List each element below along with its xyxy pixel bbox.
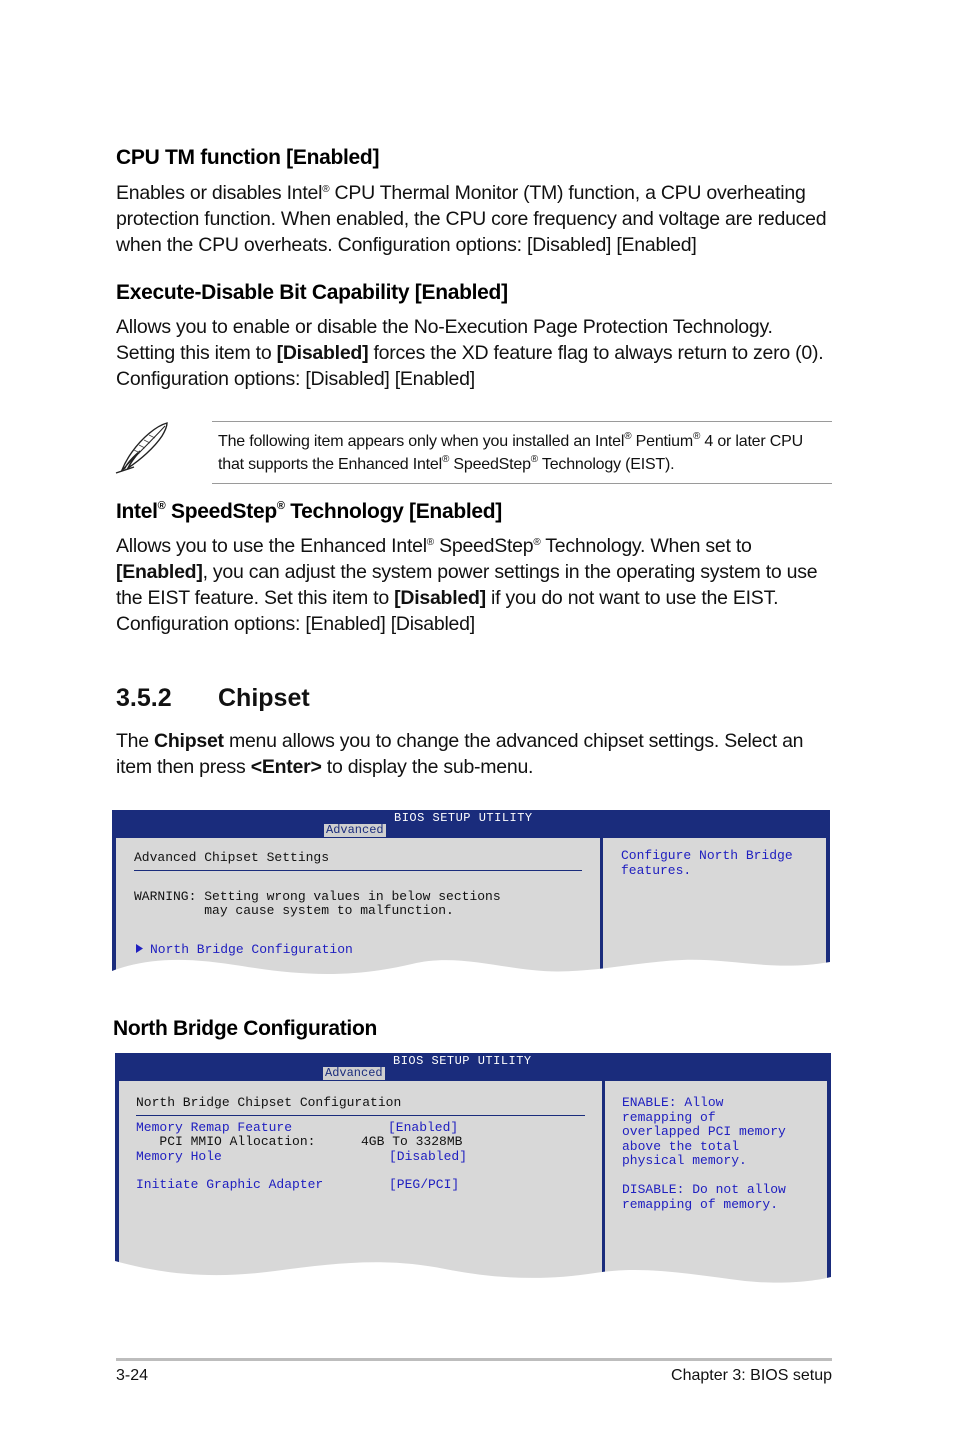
- note-top-rule: [212, 421, 832, 422]
- torn-edge: [112, 956, 830, 990]
- page-number: 3-24: [116, 1367, 149, 1384]
- tab-advanced[interactable]: Advanced: [326, 823, 384, 837]
- bios-help-line-2: features.: [621, 863, 692, 878]
- footer-rule: [116, 1358, 832, 1361]
- tab-advanced[interactable]: Advanced: [325, 1066, 383, 1080]
- menu-item-north-bridge[interactable]: North Bridge Configuration: [150, 942, 353, 957]
- chipset-description: The Chipset menu allows you to change the advanced chipset settings. Select an item then press <Enter> to display the sub-menu.: [116, 730, 804, 778]
- bios-help-line: ENABLE: Allow: [622, 1095, 724, 1110]
- arrow-right-icon: [135, 943, 144, 954]
- bios-help-line: remapping of memory.: [622, 1196, 779, 1212]
- eist-description: Allows you to use the Enhanced Intel® SpeedStep® Technology. When set to [Enabled], you can adjust the system power settings in the operating system to use the EIST feature. Set this item to [Disabled] if you do not want to use the EIST. Configuration options: [Enabled] [Disabled]: [116, 535, 818, 635]
- bios-help-line: overlapped PCI memory: [622, 1124, 786, 1139]
- setting-graphic-adapter-value[interactable]: [PEG/PCI]: [389, 1177, 460, 1192]
- bios-help-panel: [622, 1096, 786, 1212]
- setting-memory-hole-value[interactable]: [Disabled]: [389, 1149, 468, 1164]
- bios-north-bridge-screen: [115, 1053, 831, 1293]
- xd-bit-description: Allows you to enable or disable the No-Execution Page Protection Technology. Setting this item to [Disabled] forces the XD feature flag to always return to zero (0). Configuration options: [Disabled] [Enabled]: [116, 316, 824, 390]
- setting-memory-hole-label[interactable]: Memory Hole: [136, 1149, 222, 1164]
- xd-bit-heading: Execute-Disable Bit Capability [Enabled]: [116, 281, 508, 304]
- bios-help-line: physical memory.: [622, 1153, 747, 1168]
- bios-warning-line-1: WARNING: Setting wrong values in below sections: [134, 889, 501, 904]
- bios-help-line-1: Configure North Bridge: [621, 848, 793, 863]
- cpu-tm-heading: CPU TM function [Enabled]: [116, 146, 380, 169]
- bios-title-bar: [112, 810, 830, 838]
- setting-memory-remap-label[interactable]: Memory Remap Feature: [136, 1120, 293, 1135]
- chipset-section-title: [116, 684, 310, 713]
- section-title: Chipset: [218, 684, 310, 712]
- bios-warning-line-2: may cause system to malfunction.: [134, 903, 454, 918]
- setting-memory-remap-value[interactable]: [Enabled]: [388, 1120, 459, 1135]
- bios-heading-rule: [136, 1115, 585, 1116]
- bios-title: BIOS SETUP UTILITY: [394, 811, 533, 825]
- bios-heading: North Bridge Chipset Configuration: [136, 1095, 402, 1110]
- eist-heading: Intel® SpeedStep® Technology [Enabled]: [116, 500, 502, 523]
- bios-help-line: [622, 1169, 786, 1184]
- bios-chipset-screen: [112, 810, 830, 990]
- bios-help-line: DISABLE: Do not allow: [622, 1182, 786, 1197]
- cpu-tm-description: Enables or disables Intel® CPU Thermal Monitor (TM) function, a CPU overheating protection function. When enabled, the CPU core frequency and voltage are reduced when the CPU overheats. Configuration options: [Disabled] [Enabled]: [116, 182, 827, 256]
- north-bridge-heading: North Bridge Configuration: [113, 1017, 378, 1040]
- bios-help-line: remapping of: [622, 1109, 716, 1125]
- bios-title-bar: [115, 1053, 831, 1081]
- feather-pen-icon: [112, 420, 174, 476]
- note-text: The following item appears only when you installed an Intel® Pentium® 4 or later CPU that supports the Enhanced Intel® SpeedStep® Technology (EIST).: [218, 431, 803, 473]
- section-number: 3.5.2: [116, 684, 172, 712]
- pci-mmio-value: 4GB To 3328MB: [361, 1134, 463, 1149]
- setting-graphic-adapter-label[interactable]: Initiate Graphic Adapter: [136, 1177, 324, 1192]
- pci-mmio-label: PCI MMIO Allocation:: [136, 1134, 316, 1149]
- chapter-label: Chapter 3: BIOS setup: [671, 1367, 832, 1384]
- bios-help-line: above the total: [622, 1138, 740, 1154]
- bios-heading: Advanced Chipset Settings: [134, 850, 330, 865]
- note-bottom-rule: [212, 483, 832, 484]
- torn-edge: [115, 1253, 831, 1293]
- bios-heading-rule: [134, 870, 582, 871]
- bios-title: BIOS SETUP UTILITY: [393, 1054, 532, 1068]
